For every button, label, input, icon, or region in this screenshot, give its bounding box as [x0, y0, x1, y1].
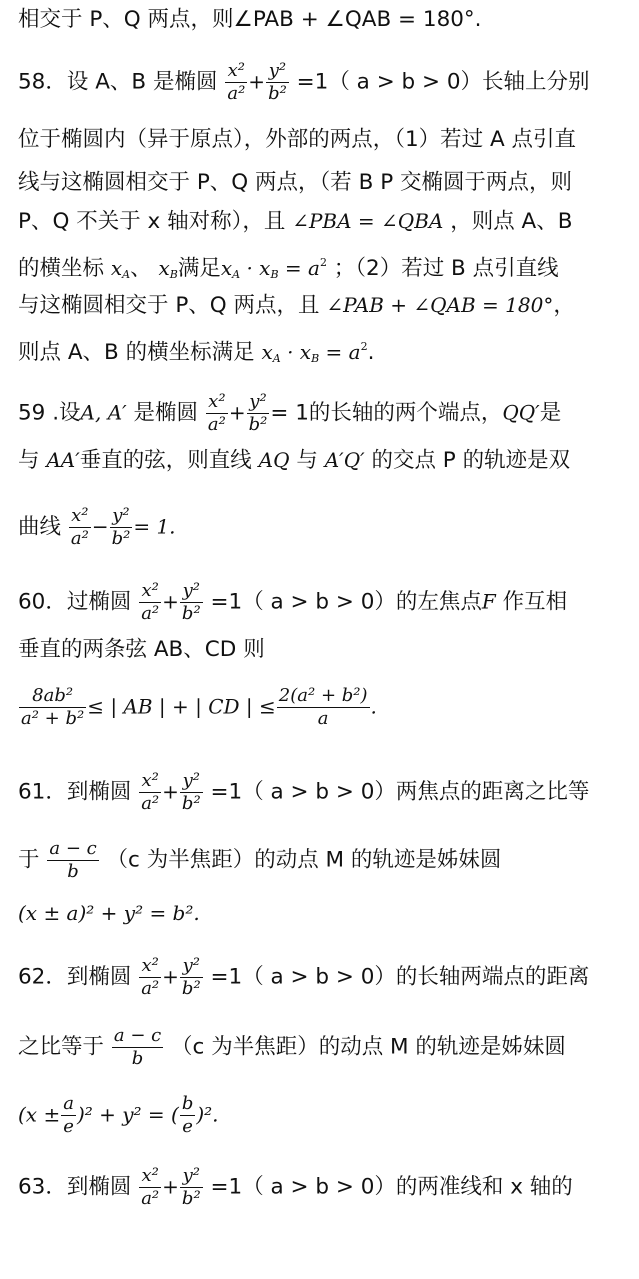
numerator: x²: [139, 580, 161, 603]
text: 则点 A、B 的横坐标满足: [18, 340, 255, 365]
math-sup: 2: [360, 340, 368, 353]
denominator: a²: [141, 603, 160, 624]
math: AA′: [46, 448, 80, 472]
denominator: a²: [207, 414, 226, 435]
fraction: [139, 955, 161, 1000]
math: x: [158, 256, 170, 280]
numerator: x²: [206, 391, 228, 414]
text: =1（ a > b > 0）长轴上分别: [296, 69, 590, 95]
math: = a: [325, 340, 361, 364]
numerator: y²: [180, 955, 203, 978]
text: P、Q 不关于 x 轴对称），且: [18, 209, 286, 234]
denominator: a²: [141, 1188, 160, 1209]
text: 满足: [177, 256, 221, 281]
math-sub: B: [270, 268, 279, 281]
math: = a: [284, 256, 320, 280]
item-59-line-3: [18, 505, 176, 550]
numerator: y²: [266, 60, 289, 83]
item-60-line-2: [18, 635, 265, 665]
text: ，则点 A、B: [450, 209, 573, 234]
numerator: y²: [180, 770, 203, 793]
math: x: [220, 256, 233, 280]
math: )².: [196, 1102, 219, 1127]
text: =1（ a > b > 0）的两准线和 x 轴的: [210, 1174, 573, 1200]
item-number: 63．到椭圆: [18, 1174, 132, 1200]
numerator: 2(a² + b²): [278, 685, 368, 706]
numerator: y²: [180, 1165, 203, 1188]
item-59-line-1: [18, 391, 561, 436]
math: F: [481, 589, 496, 614]
numerator: x²: [69, 505, 91, 528]
text: 垂直的两条弦 AB、CD 则: [18, 637, 265, 662]
math: x: [110, 256, 123, 280]
math-sub: A: [232, 268, 241, 281]
numerator: a − c: [113, 1025, 162, 1046]
math: AQ: [258, 448, 290, 472]
denominator: b²: [181, 1188, 201, 1209]
math: · x: [246, 256, 271, 280]
fraction: [47, 838, 98, 883]
denominator: b²: [181, 603, 201, 624]
numerator: x²: [139, 1165, 161, 1188]
math: A′Q′: [324, 448, 365, 472]
math: = 1.: [133, 514, 176, 539]
operator: +: [162, 779, 179, 804]
numerator: y²: [110, 505, 133, 528]
fraction: [112, 1025, 163, 1070]
math: QQ′: [502, 400, 540, 425]
item-number: 59 .设: [18, 400, 81, 426]
numerator: b: [181, 1093, 194, 1114]
item-63-line-1: [18, 1165, 573, 1210]
text: 位于椭圆内（异于原点），外部的两点，（1）若过 A 点引直: [18, 127, 577, 152]
text: ；（2）若过 B 点引直线: [333, 256, 559, 281]
item-58-line-1: [18, 60, 590, 105]
fraction: [180, 580, 203, 625]
item-61-line-1: [18, 770, 589, 815]
denominator: b: [131, 1048, 144, 1069]
item-62-line-3: [18, 1093, 219, 1138]
fraction: [180, 1165, 203, 1210]
text: 与: [296, 448, 318, 473]
numerator: y²: [180, 580, 203, 603]
text: = 1的长轴的两个端点，: [270, 400, 503, 426]
fraction: [180, 770, 203, 815]
text: =1（ a > b > 0）的左焦点: [210, 589, 482, 615]
fraction: [266, 60, 289, 105]
fraction: [69, 505, 91, 550]
item-62-line-1: [18, 955, 589, 1000]
text: 于: [18, 847, 40, 873]
denominator: a²: [227, 83, 246, 104]
fraction: [139, 1165, 161, 1210]
denominator: b²: [181, 793, 201, 814]
fraction: [180, 1093, 196, 1138]
fraction: [139, 580, 161, 625]
fraction: [61, 1093, 76, 1138]
item-number: 61．到椭圆: [18, 779, 132, 805]
item-58-line-5: [18, 248, 559, 290]
math-sub: B: [311, 352, 320, 365]
item-58-line-3: [18, 168, 572, 198]
fraction: [225, 60, 247, 105]
fraction: [277, 685, 370, 730]
numerator: x²: [225, 60, 247, 83]
item-58-line-2: [18, 125, 576, 155]
denominator: b²: [268, 83, 287, 104]
math: A, A′: [80, 400, 127, 425]
item-58-line-7: [18, 332, 374, 374]
item-60-line-3: [18, 685, 377, 730]
fraction: [180, 955, 203, 1000]
numerator: a: [63, 1093, 74, 1114]
denominator: b²: [248, 414, 268, 435]
operator: −: [91, 514, 109, 539]
denominator: a² + b²: [21, 708, 85, 729]
text: 与: [18, 448, 40, 473]
numerator: 8ab²: [19, 685, 86, 708]
denominator: a²: [141, 978, 160, 999]
denominator: e: [63, 1116, 74, 1137]
fraction: [247, 391, 270, 436]
item-58-line-6: [18, 290, 575, 321]
math: · x: [287, 340, 312, 364]
denominator: a²: [141, 793, 160, 814]
math: (x ± a)² + y² = b².: [18, 901, 200, 925]
text-line: [18, 5, 482, 35]
text: 作互相: [502, 589, 568, 615]
denominator: a²: [70, 528, 89, 549]
text: 的交点 P 的轨迹是双: [371, 448, 571, 473]
item-58-line-4: [18, 206, 572, 237]
text: 的横坐标: [18, 256, 105, 281]
denominator: b²: [181, 978, 201, 999]
item-59-line-2: [18, 445, 570, 476]
denominator: a: [317, 708, 329, 729]
text: （c 为半焦距）的动点 M 的轨迹是姊妹圆: [106, 847, 502, 873]
item-number: 62．到椭圆: [18, 964, 132, 990]
fraction: [206, 391, 228, 436]
item-number: 60．过椭圆: [18, 589, 132, 615]
item-61-line-3: [18, 898, 200, 929]
text: 、: [130, 256, 152, 281]
denominator: b: [67, 861, 79, 882]
text: 之比等于: [18, 1034, 105, 1060]
text: 线与这椭圆相交于 P、Q 两点，（若 B P 交椭圆于两点，则: [18, 170, 573, 195]
operator: +: [162, 964, 179, 989]
item-62-line-2: [18, 1025, 566, 1070]
math: ≤ | AB | + | CD | ≤: [87, 694, 276, 719]
numerator: a − c: [49, 838, 97, 859]
math: ∠PAB + ∠QAB = 180°: [326, 293, 554, 317]
text: .: [367, 340, 375, 365]
text: （c 为半焦距）的动点 M 的轨迹是姊妹圆: [171, 1034, 566, 1060]
math: .: [370, 694, 377, 719]
text: =1（ a > b > 0）两焦点的距离之比等: [210, 779, 590, 805]
item-60-line-1: [18, 580, 567, 625]
math: ∠PBA = ∠QBA: [292, 209, 444, 233]
numerator: x²: [139, 955, 161, 978]
math: (x ±: [18, 1102, 61, 1127]
numerator: y²: [247, 391, 270, 414]
text: =1（ a > b > 0）的长轴两端点的距离: [210, 964, 590, 990]
item-61-line-2: [18, 838, 501, 883]
text: 垂直的弦，则直线: [79, 448, 252, 473]
numerator: x²: [139, 770, 161, 793]
operator: +: [228, 400, 246, 425]
math-sub: A: [272, 352, 281, 365]
operator: +: [162, 1174, 179, 1199]
fraction: [139, 770, 161, 815]
operator: +: [248, 69, 266, 94]
math-sup: 2: [319, 256, 327, 269]
text: ，: [553, 293, 575, 318]
operator: +: [162, 589, 179, 614]
text: 是椭圆: [133, 400, 199, 426]
fraction: [19, 685, 86, 730]
math-sub: A: [122, 268, 131, 281]
denominator: b²: [111, 528, 131, 549]
math: )² + y² = (: [76, 1102, 179, 1127]
text: 曲线: [18, 514, 62, 540]
fraction: [110, 505, 133, 550]
text: 与这椭圆相交于 P、Q 两点，且: [18, 293, 320, 318]
math: x: [261, 340, 273, 364]
text: 是: [539, 400, 562, 426]
text: 相交于 P、Q 两点，则∠PAB + ∠QAB = 180°.: [18, 7, 482, 32]
denominator: e: [182, 1116, 193, 1137]
item-number: 58．设 A、B 是椭圆: [18, 69, 218, 95]
math-sub: B: [169, 268, 178, 281]
